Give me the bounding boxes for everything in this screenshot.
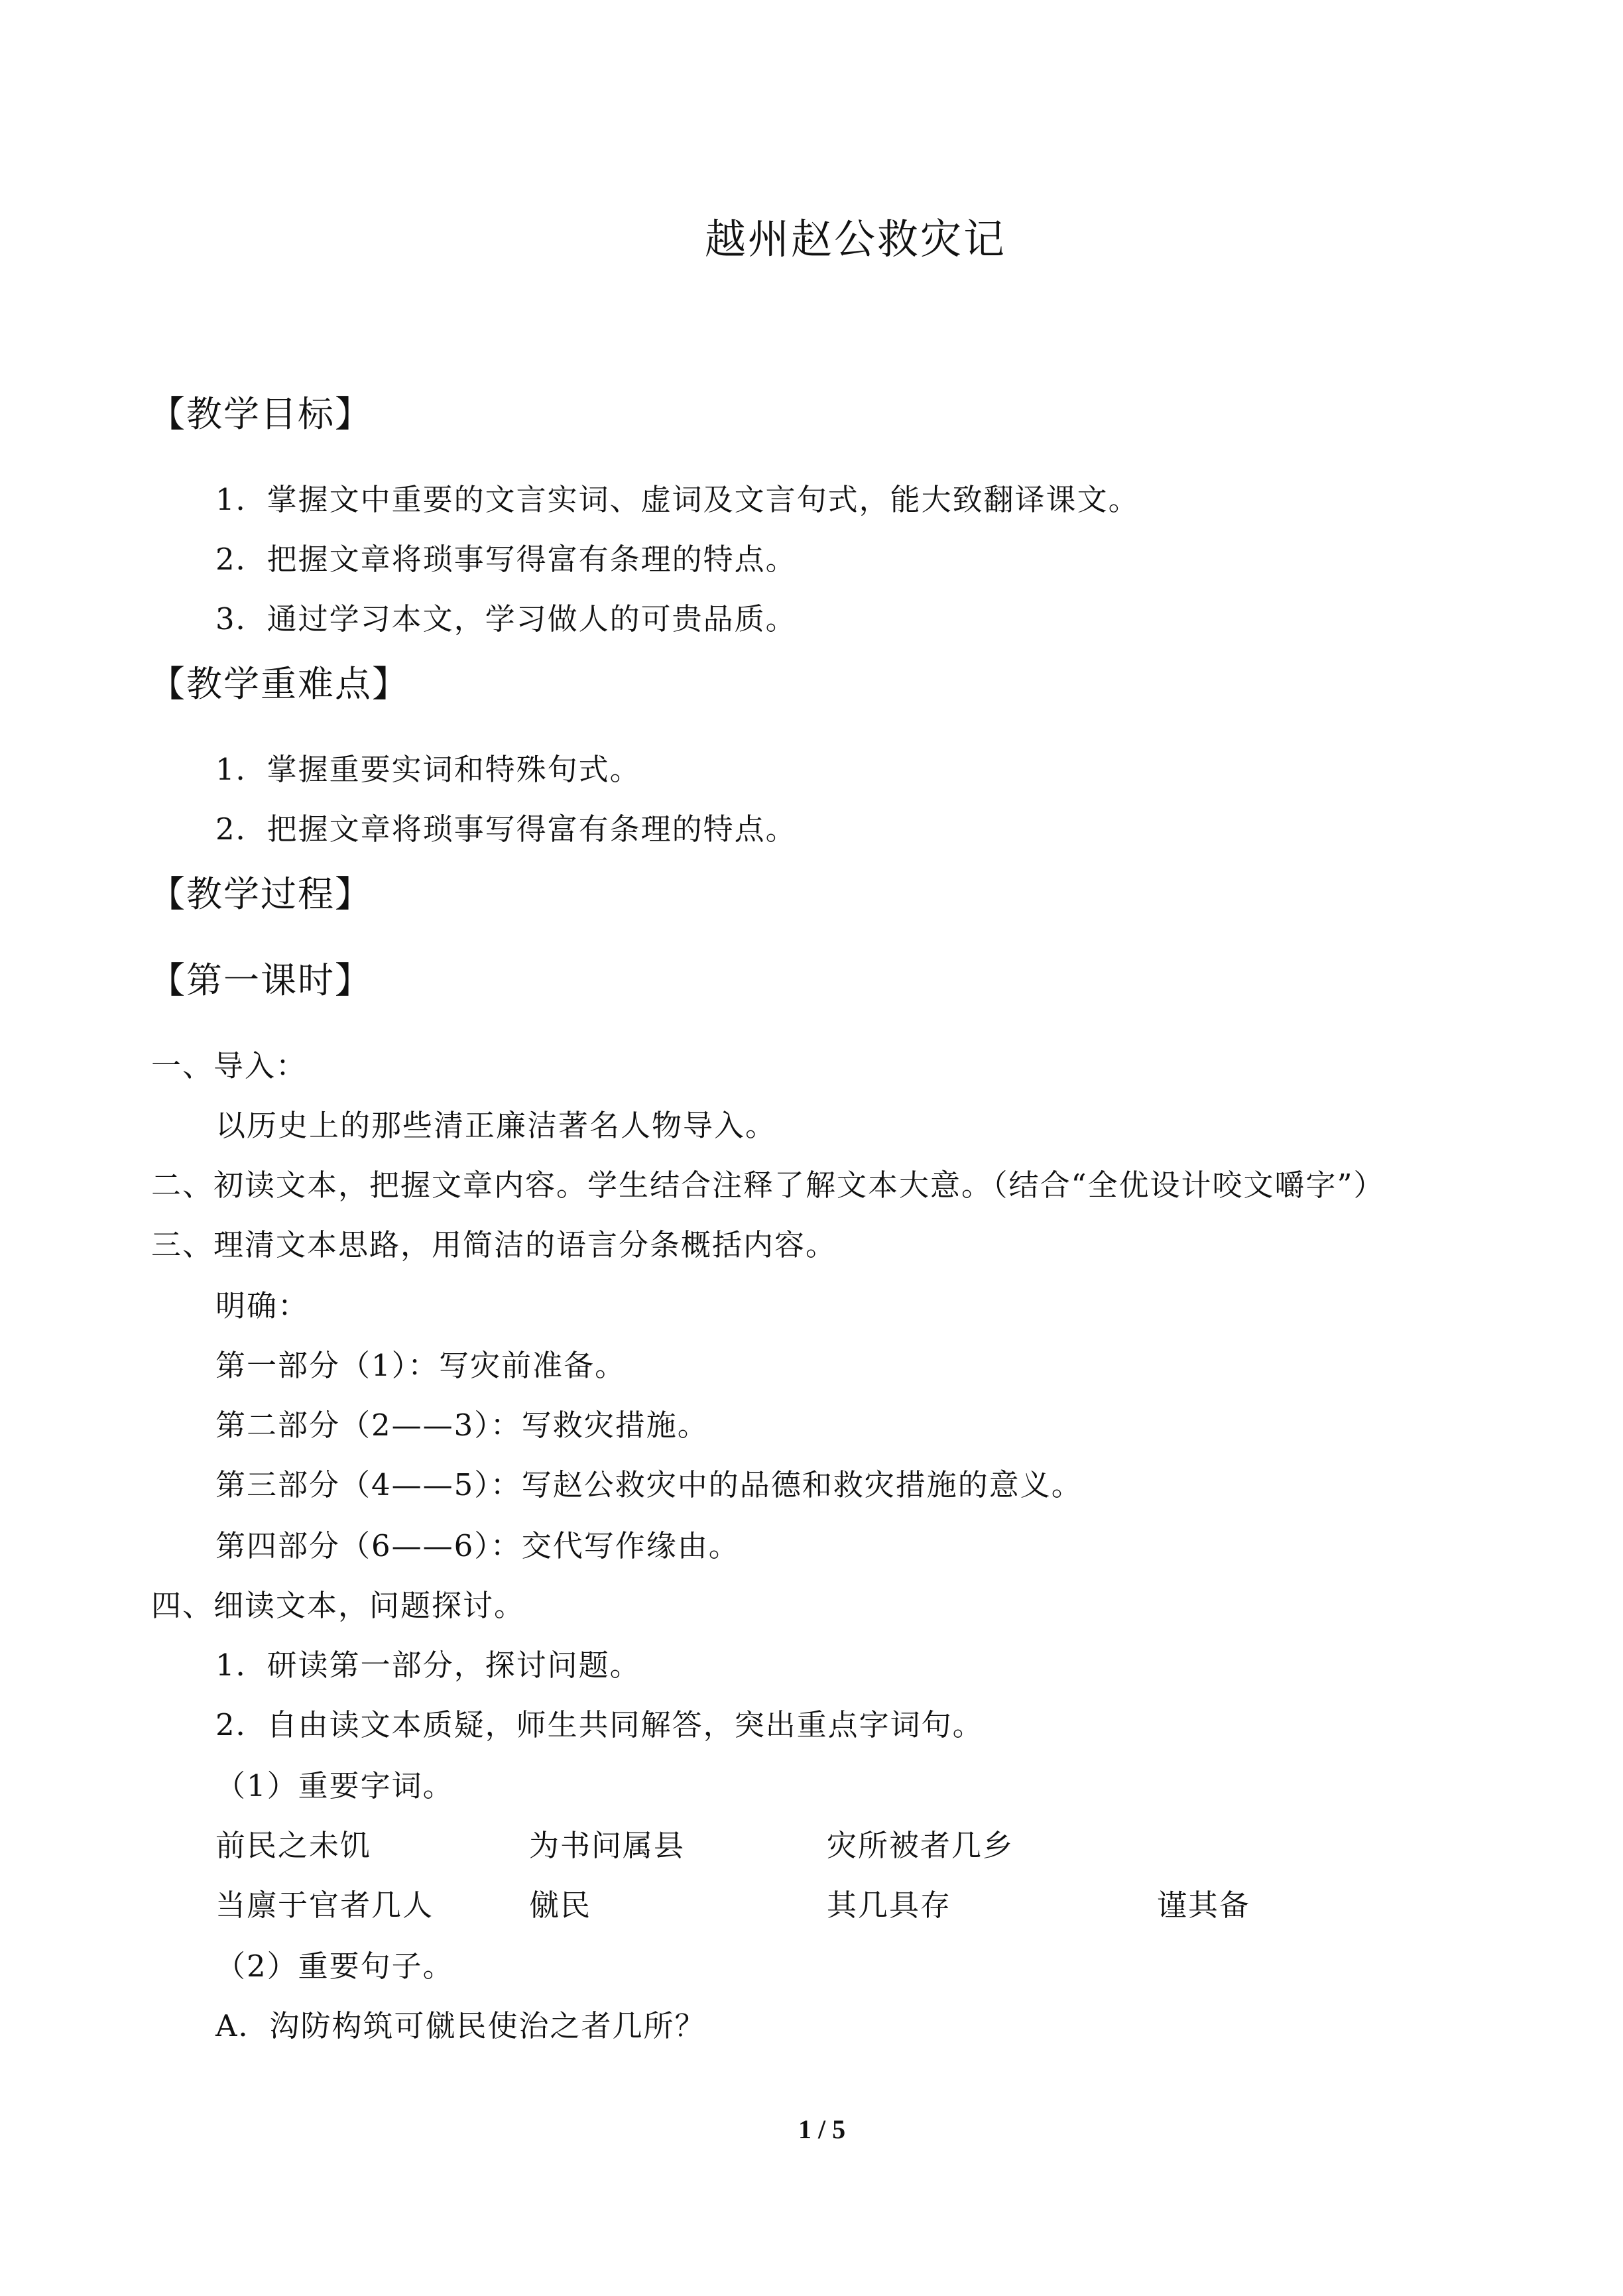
word-item: 其几具存 bbox=[827, 1888, 952, 1923]
word-item: 僦民 bbox=[529, 1888, 592, 1923]
objective-item-3: 3．通过学习本文，学习做人的可贵品质。 bbox=[215, 601, 797, 636]
step-1-heading: 一、导入： bbox=[151, 1048, 308, 1083]
words-label: （1）重要字词。 bbox=[215, 1768, 454, 1803]
page-title: 越州赵公救灾记 bbox=[705, 215, 1007, 263]
step-4-item-1: 1．研读第一部分，探讨问题。 bbox=[215, 1648, 641, 1683]
step-3-heading: 三、理清文本思路，用简洁的语言分条概括内容。 bbox=[151, 1227, 837, 1262]
page-number: 1 / 5 bbox=[798, 2114, 846, 2144]
step-2-heading: 二、初读文本，把握文章内容。学生结合注释了解文本大意。（结合“全优设计咬文嚼字”） bbox=[151, 1168, 1385, 1203]
objective-item-1: 1．掌握文中重要的文言实词、虚词及文言句式，能大致翻译课文。 bbox=[215, 482, 1140, 517]
word-item: 灾所被者几乡 bbox=[827, 1828, 1014, 1863]
step-3-part-1: 第一部分（1）：写灾前准备。 bbox=[215, 1348, 627, 1383]
section-heading-lesson1: 【第一课时】 bbox=[149, 959, 372, 1001]
word-item: 当廪于官者几人 bbox=[215, 1888, 434, 1923]
step-3-part-4: 第四部分（6——6）：交代写作缘由。 bbox=[215, 1528, 740, 1563]
section-heading-process: 【教学过程】 bbox=[149, 873, 372, 915]
step-4-heading: 四、细读文本，问题探讨。 bbox=[151, 1588, 526, 1623]
keypoint-item-1: 1．掌握重要实词和特殊句式。 bbox=[215, 752, 641, 787]
step-3-clarify: 明确： bbox=[215, 1288, 310, 1323]
word-item: 为书问属县 bbox=[529, 1828, 686, 1863]
keypoint-item-2: 2．把握文章将琐事写得富有条理的特点。 bbox=[215, 812, 797, 847]
section-heading-keypoints: 【教学重难点】 bbox=[149, 663, 409, 705]
step-3-part-3: 第三部分（4——5）：写赵公救灾中的品德和救灾措施的意义。 bbox=[215, 1467, 1083, 1502]
section-heading-objectives: 【教学目标】 bbox=[149, 393, 372, 435]
step-4-item-2: 2．自由读文本质疑，师生共同解答，突出重点字词句。 bbox=[215, 1707, 984, 1742]
step-3-part-2: 第二部分（2——3）：写救灾措施。 bbox=[215, 1408, 709, 1443]
word-item: 谨其备 bbox=[1157, 1888, 1251, 1923]
sentence-a: A．沟防构筑可僦民使治之者几所？ bbox=[215, 2008, 706, 2043]
step-1-body: 以历史上的那些清正廉洁著名人物导入。 bbox=[215, 1108, 777, 1143]
word-item: 前民之未饥 bbox=[215, 1828, 372, 1863]
sentences-label: （2）重要句子。 bbox=[215, 1949, 454, 1984]
objective-item-2: 2．把握文章将琐事写得富有条理的特点。 bbox=[215, 542, 797, 577]
